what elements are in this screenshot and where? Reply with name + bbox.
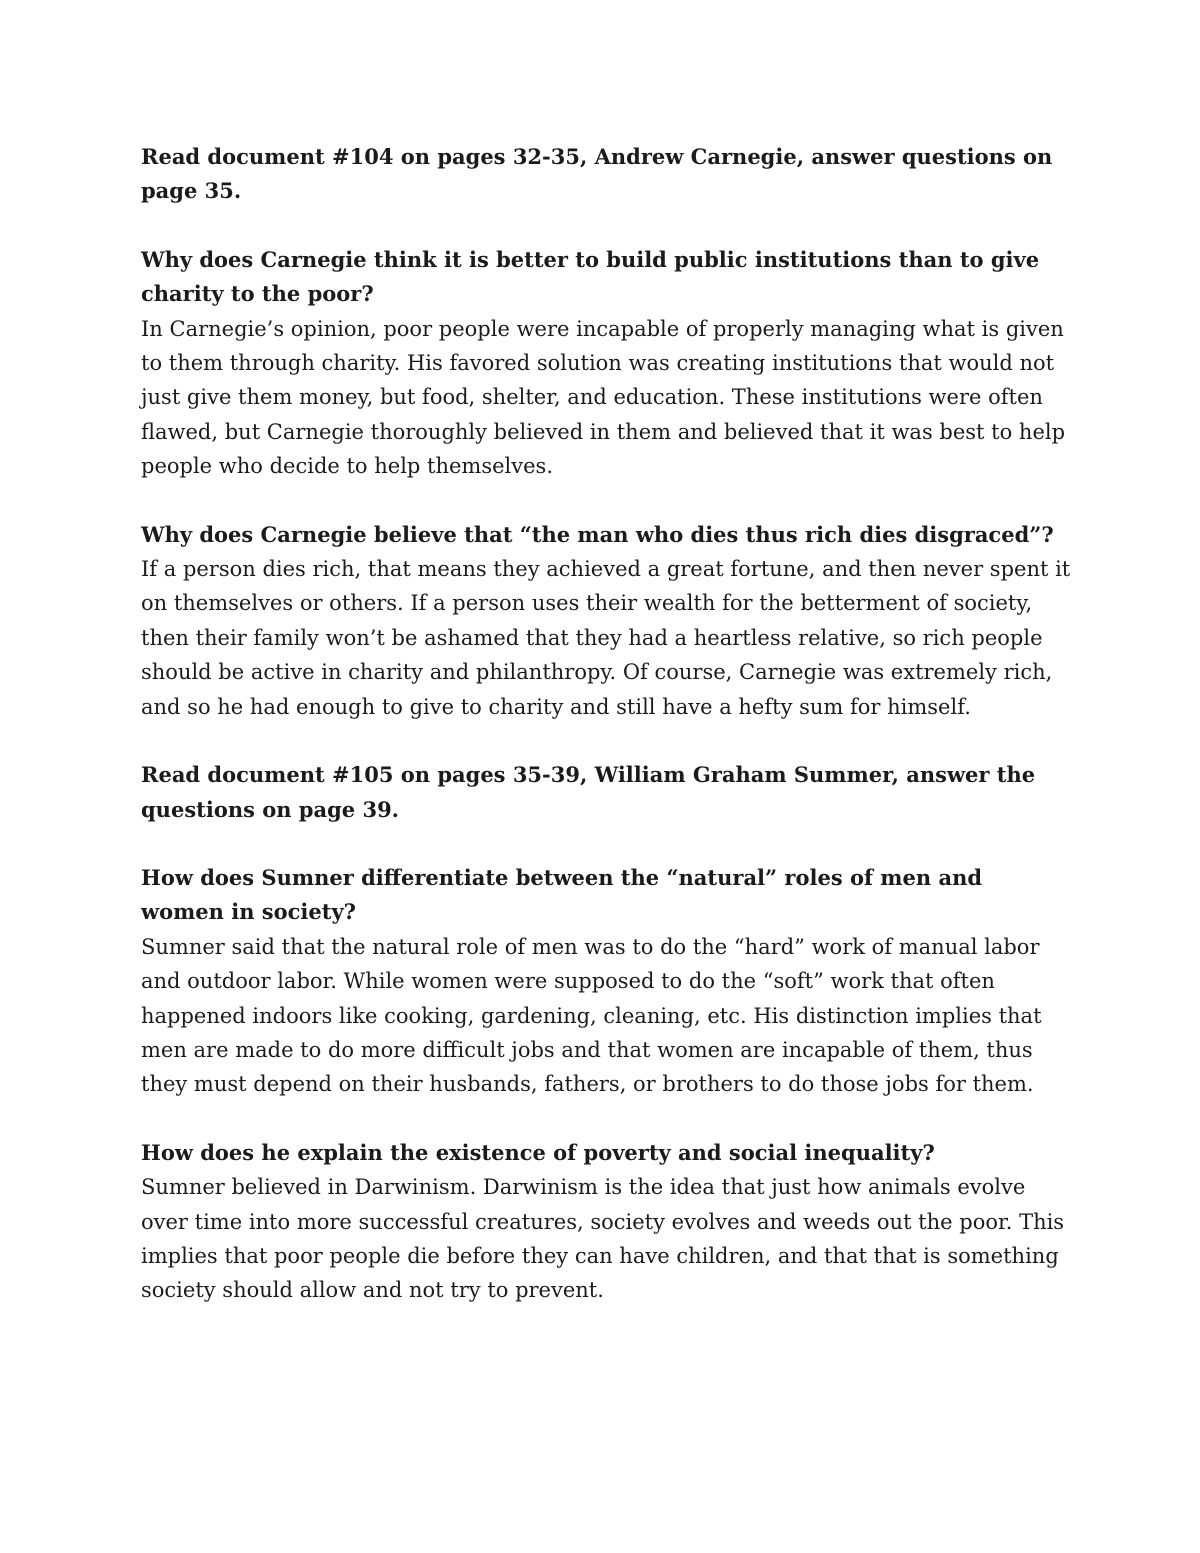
- document-page: [141, 140, 1071, 1308]
- section1-answer-1: In Carnegie’s opinion, poor people were incapable of properly managing what is given to them through charity. His favored solution was creating institutions that would not just give them money, but food, shelter, and education. These institutions were often flawed, but Carnegie thoroughly believed in them and believed that it was best to help people who decide to help themselves.: [141, 316, 1066, 479]
- spacer: [141, 1102, 1071, 1136]
- section1-instruction: Read document #104 on pages 32-35, Andrew Carnegie, answer questions on page 35.: [141, 144, 1053, 204]
- spacer: [141, 724, 1071, 758]
- spacer: [141, 484, 1071, 518]
- section2-instruction: Read document #105 on pages 35-39, William Graham Summer, answer the questions on page 39.: [141, 762, 1036, 822]
- section2-answer-1: Sumner said that the natural role of men was to do the “hard” work of manual labor and outdoor labor. While women were supposed to do the “soft” work that often happened indoors like cooking, gardening, cleaning, etc. His distinction implies that men are made to do more difficult jobs and that women are incapable of them, thus they must depend on their husbands, fathers, or brothers to do those jobs for them.: [141, 934, 1042, 1097]
- section1-question-2: Why does Carnegie believe that “the man who dies thus rich dies disgraced”?: [141, 521, 1054, 547]
- spacer: [141, 209, 1071, 243]
- section1-answer-2: If a person dies rich, that means they achieved a great fortune, and then never spent it on themselves or others. If a person uses their wealth for the betterment of society, then their family won’t be ashamed that they had a heartless relative, so rich people should be active in charity and philanthropy. Of course, Carnegie was extremely rich, and so he had enough to give to charity and still have a hefty sum for himself.: [141, 557, 1071, 719]
- section2-answer-2: Sumner believed in Darwinism. Darwinism is the idea that just how animals evolve over time into more successful creatures, society evolves and weeds out the poor. This implies that poor people die before they can have children, and that that is something society should allow and not try to prevent.: [141, 1175, 1065, 1303]
- section2-question-2: How does he explain the existence of poverty and social inequality?: [141, 1139, 935, 1165]
- section2-question-1: How does Sumner differentiate between the “natural” roles of men and women in society?: [141, 864, 983, 925]
- section1-question-1: Why does Carnegie think it is better to build public institutions than to give charity to the poor?: [141, 246, 1040, 307]
- spacer: [141, 827, 1071, 861]
